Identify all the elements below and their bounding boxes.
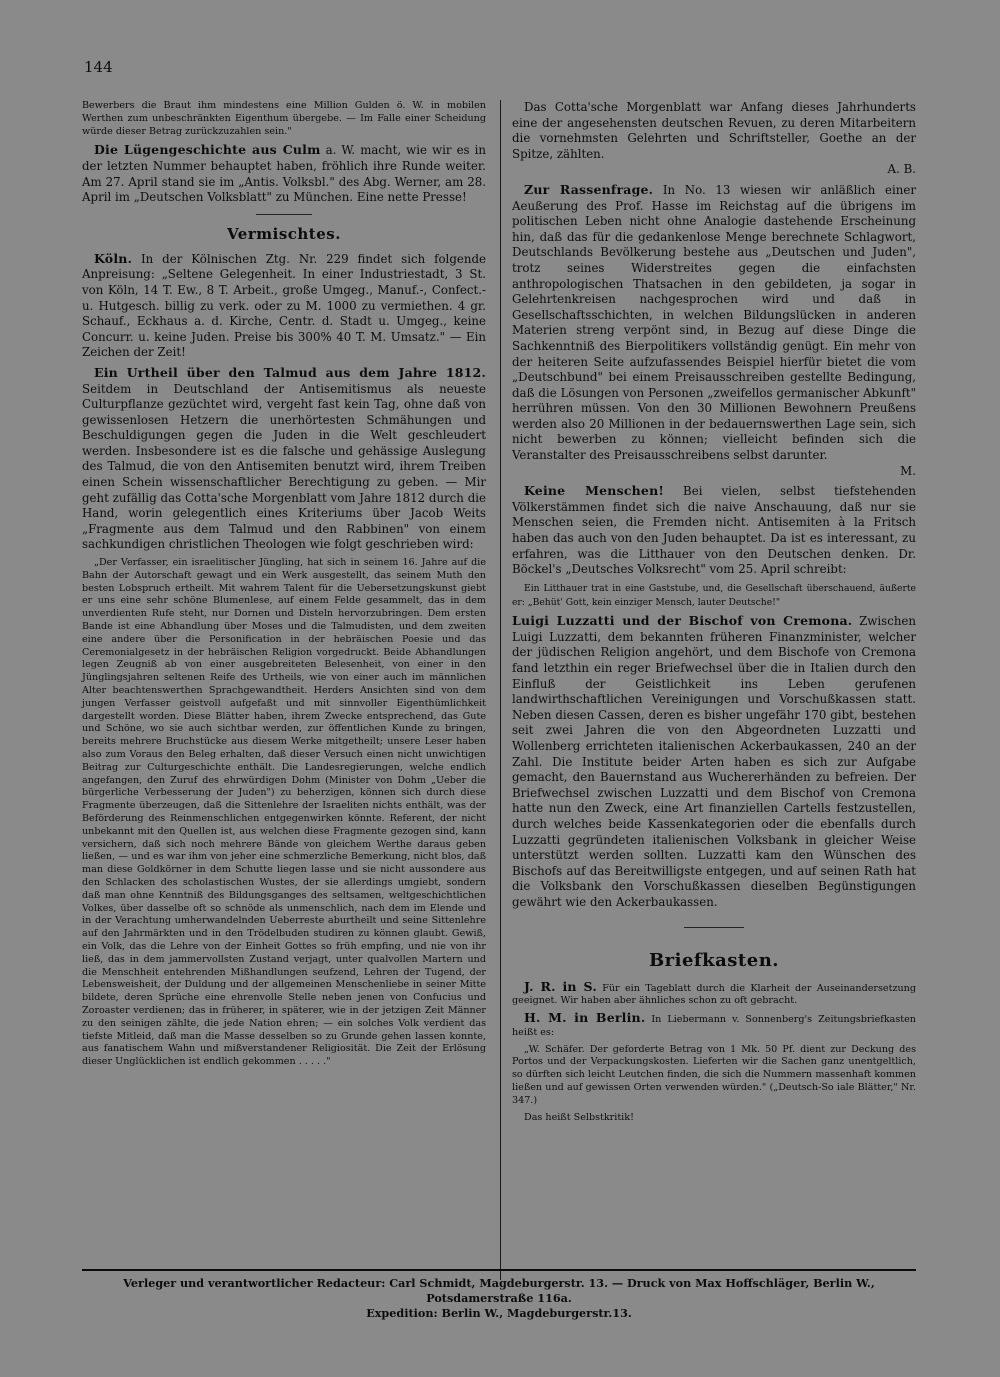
- divider: [684, 927, 744, 928]
- article-text: In No. 13 wiesen wir anläßlich einer Aeußerung des Prof. Hasse im Reichstag auf die übrigens im politischen Leben nicht ohne Analogie dastehende Erscheinung hin, daß das für die gedankenlose Menge berechnete Schlagwort, Deutschlands Bevölkerung bestehe aus „Deutschen und Juden", trotz seines Widerstreites gegen die einfachsten anthropologischen Thatsachen in den gebildeten, ja sogar in Gelehrtenkreisen nachgesprochen wird und daß in Gesellschaftsschichten, in welchen Bildungslücken in anderen Materien streng verpönt sind, in Bezug auf diese Dinge die Sachkenntniß des Bierpolitikers vollständig genügt. Ein mehr von der heiteren Seite aufzufassendes Beispiel hierfür bietet die vom „Deutschbund" bei einem Preisausschreiben gestellte Bedingung, daß die Lösungen von Personen „zweifellos germanischer Abkunft" herrühren müssen. Von den 30 Millionen Bewohnern Preußens werden also 20 Millionen in der bedauernswerthen Lage sein, sich nicht bewerben zu können; vielleicht befinden sich die Veranstalter des Preisausschreibens selbst darunter.: [512, 182, 916, 463]
- divider: [256, 214, 312, 215]
- letter-quote: „W. Schäfer. Der geforderte Betrag von 1 Mk. 50 Pf. dient zur Deckung des Portos und der Verpackungskosten. Lieferten wir die Sachen ganz unentgeltlich, so dürften sich leicht Leutchen finden, die sich die Nummern massenhaft kommen ließen und auf gewissen Orten verwenden würden." („Deutsch-So iale Blätter," Nr. 347.): [512, 1043, 916, 1106]
- letter-addressee: J. R. in S.: [524, 978, 597, 994]
- column-divider: [500, 100, 501, 1280]
- right-column: [512, 100, 916, 1128]
- article-text: Bei vielen, selbst tiefstehenden Völkerstämmen findet sich die naive Anschauung, daß nur sie Menschen seien, die Fremden nicht. Antisemiten à la Fritsch haben das auch von den Juden behauptet. Da ist es interessant, zu erfahren, was die Litthauer von den Deutschen denken. Dr. Böckel's „Deutsches Volksrecht" vom 25. April schreibt:: [512, 484, 917, 577]
- article-text: a. W. macht, wie wir es in der letzten Nummer behauptet haben, fröhlich ihre Runde weiter. Am 27. April stand sie im „Antis. Volksbl." des Abg. Werner, am 28. April im „Deutschen Volksblatt" zu München. Eine nette Presse!: [82, 143, 486, 205]
- imprint-line: Verleger und verantwortlicher Redacteur: Carl Schmidt, Magdeburgerstr. 13. — Druck von Max Hoffschläger, Berlin W., Potsdamerstraße 116a.: [123, 1276, 875, 1305]
- article-cotta: [512, 100, 916, 178]
- page-number: 144: [84, 58, 113, 76]
- article-lead: Zur Rassenfrage.: [524, 181, 654, 197]
- article-lead: Keine Menschen!: [524, 483, 665, 499]
- article-text: Zwischen Luigi Luzzatti, dem bekannten früheren Finanzminister, welcher der jüdischen Religion angehört, und dem Bischofe von Cremona fand letzthin ein reger Briefwechsel über die in Italien durch den Einfluß der Geistlichkeit ins Leben gerufenen landwirthschaftlichen Vereinigungen und Vorschußkassen statt. Neben diesen Cassen, deren es bisher ungefähr 170 gibt, bestehen seit zwei Jahren die von den Abgeordneten Luzzatti und Wollenberg errichteten italienischen Ackerbaukassen, 240 an der Zahl. Die Institute beider Arten haben es sich zur Aufgabe gemacht, den Bauernstand aus Wuchererhänden zu befreien. Der Briefwechsel zwischen Luzzatti und dem Bischof von Cremona hatte nun den Zweck, eine Art finanziellen Cartells festzustellen, durch welches beide Kassenkategorien oder die ebenfalls durch Luzzatti gegründeten italienischen Volksbank in gleicher Weise unterstützt werden sollten. Luzzatti kam den Wünschen des Bischofs auf das Bereitwilligste entgegen, und auf seinen Rath hat die Volksbank den Vorschußkassen dieselben Begünstigungen gewährt wie den Ackerbaukassen.: [512, 614, 917, 909]
- letter-entry: [512, 1012, 916, 1040]
- signature: M.: [900, 463, 916, 478]
- article-luegengeschichte: [82, 142, 486, 205]
- section-heading-briefkasten: Briefkasten.: [648, 949, 780, 971]
- article-keine-menschen: [512, 483, 916, 578]
- letter-closing: Das heißt Selbstkritik!: [524, 1111, 634, 1123]
- article-lead: Luigi Luzzatti und der Bischof von Cremona.: [512, 613, 853, 629]
- article-lead: Köln.: [94, 250, 133, 266]
- article-luzzatti: [512, 613, 916, 910]
- article-text: In der Kölnischen Ztg. Nr. 229 findet sich folgende Anpreisung: „Seltene Gelegenheit. In einer Industriestadt, 3 St. von Köln, 14 T. Ew., 8 T. Arbeit., große Umgeg., Manuf.-, Confect.- u. Hutgesch. billig zu verk. oder zu M. 1000 zu vermiethen. 4 gr. Schauf., Eckhaus a. d. Kirche, Centr. d. Stadt u. Umgeg., keine Concurr. u. keine Juden. Preise bis 300% 40 T. M. Umsatz." — Ein Zeichen der Zeit!: [82, 251, 486, 360]
- intro-paragraph: Bewerbers die Braut ihm mindestens eine Million Gulden ö. W. in mobilen Werthen zum unbeschränkten Eigenthum übergebe. — Im Falle einer Scheidung würde dieser Betrag zurückzuzahlen sein.": [82, 100, 486, 137]
- article-talmud: [82, 365, 486, 553]
- menschen-quote: Ein Litthauer trat in eine Gaststube, und, die Gesellschaft überschauend, äußerte er: „Behüt' Gott, kein einziger Mensch, lauter Deutsche!": [512, 582, 916, 608]
- article-koeln: [82, 251, 486, 361]
- article-text: Das Cotta'sche Morgenblatt war Anfang dieses Jahrhunderts eine der angesehensten deutschen Revuen, zu deren Mitarbeitern die vornehmsten Gelehrten und Schriftsteller, Goethe an der Spitze, zählten.: [512, 100, 916, 161]
- letter-entry: [512, 978, 916, 1009]
- talmud-quote: „Der Verfasser, ein israelitischer Jüngling, hat sich in seinem 16. Jahre auf die Bahn der Autorschaft gewagt und ein Werk ausgestellt, das seinem Muth den besten Lobspruch ertheilt. Mit wahrem Talent für die Uebersetzungskunst giebt er uns eine sehr schöne Blumenlese, auf einem Felde gesammelt, das in dem unverdienten Rufe steht, nur Dornen und Disteln hervorzubringen. Dem ersten Bande ist eine Abhandlung über Moses und die Talmudisten, und dem zweiten eine andere über die Personification in der hebräischen Poesie und das Ceremonialgesetz in der hebräischen Religion vorgedruckt. Beide Abhandlungen legen Zeugniß ab von einer ausgebreiteten Belesenheit, von einer in den Jünglingsjahren seltenen Reife des Urtheils, wie von einer auch im männlichen Alter beachtenswerthen Sprachgewandtheit. Herders Ansichten sind von dem jungen Verfasser geistvoll aufgefaßt und mit sinnvoller Eigenthümlichkeit dargestellt worden. Diese Blätter haben, ihrem Zwecke entsprechend, das Gute und Schöne, wo sie auch sichtbar werden, zur öffentlichen Kunde zu bringen, bereits mehrere Bruchstücke aus diesem Werke mitgetheilt; unsere Leser haben also zum Voraus den Beleg erhalten, daß dieser Versuch einen nicht unwichtigen Beitrag zur Culturgeschichte enthält. Die Landesregierungen, welche endlich angefangen, den Zuruf des ehrwürdigen Dohm (Minister von Dohm „Ueber die bürgerliche Verbesserung der Juden") zu beherzigen, können sich durch diese Fragmente überzeugen, daß die Sittenlehre der Israeliten nichts enthält, was der Beförderung des Reinmenschlichen entgegenwirken könnte. Referent, der nicht unbekannt mit den Quellen ist, aus welchen diese Fragmente gezogen sind, kann versichern, daß sich noch mehrere Bände von gleichem Werthe daraus geben ließen, — und es war ihm von jeher eine schmerzliche Bemerkung, nicht blos, daß man diese Goldkörner in dem Schutte liegen lasse und sie nicht aussondere aus den Schlacken des scholastischen Wustes, der sie allerdings umgiebt, sondern daß man ohne Kenntniß des Bildungsganges des seltsamen, weltgeschichtlichen Volkes, über dasselbe oft so schnöde als unmenschlich, nach dem im Elende und in der Verachtung umherwandelnden Ueberreste aburtheilt und seine Sittenlehre auf den Jahrmärkten und in den Trödelbuden studiren zu können glaubt. Gewiß, ein Volk, das die Lehre von der Einheit Gottes so früh empfing, und nie von ihr ließ, das in dem jammervollsten Zustand verjagt, unter qualvollen Martern und die Menschheit entehrenden Mißhandlungen seufzend, Lehren der Tugend, der Lebensweisheit, der Duldung und der allgemeinen Menschenliebe in seiner Mitte bildete, deren Sprüche eine ehrenvolle Stelle neben jenen von Confucius und Zoroaster verdienen; das in früherer, in späterer, wie in der jetzigen Zeit Männer zu den seinigen zählte, die jede Nation ehren; — ein solches Volk verdient das tiefste Mitleid, daß man die Masse desselben so zu Grunde gehen lassen konnte, aus fanatischem Wahn und mißverstandener Religiosität. Die Zeit der Erlösung dieser Unglücklichen ist endlich gekommen . . . . .": [82, 557, 486, 1068]
- article-lead: Ein Urtheil über den Talmud aus dem Jahre 1812.: [94, 364, 486, 380]
- article-lead: Die Lügengeschichte aus Culm: [94, 142, 321, 158]
- footer-divider: [82, 1269, 916, 1271]
- imprint: [82, 1276, 916, 1321]
- imprint-line: Expedition: Berlin W., Magdeburgerstr.13.: [366, 1306, 632, 1320]
- letter-text: In Liebermann v. Sonnenberg's Zeitungsbriefkasten heißt es:: [512, 1014, 916, 1038]
- article-rassenfrage: [512, 182, 916, 479]
- left-column: [82, 100, 486, 1073]
- letter-text: Für ein Tageblatt durch die Klarheit der Auseinandersetzung geeignet. Wir haben aber ähnliches schon zu oft gebracht.: [512, 982, 916, 1007]
- letter-addressee: H. M. in Berlin.: [524, 1010, 646, 1026]
- section-heading-vermischtes: Vermischtes.: [227, 224, 341, 243]
- signature: A. B.: [887, 162, 916, 177]
- article-text: Seitdem in Deutschland der Antisemitismus als neueste Culturpflanze gezüchtet wird, vergeht fast kein Tag, ohne daß von gewissenlosen Hetzern die unerhörtesten Schmähungen und Beschuldigungen gegen die Juden in die Welt geschleudert werden. Insbesondere ist es die falsche und gehässige Auslegung des Talmud, die von den Antisemiten benutzt wird, ihrem Treiben einen Schein wissenschaftlicher Berechtigung zu geben. — Mir geht zufällig das Cotta'sche Morgenblatt vom Jahre 1812 durch die Hand, worin gelegentlich eines Kriteriums über Jacob Weits „Fragmente aus dem Talmud und den Rabbinen" von einem sachkundigen christlichen Theologen wie folgt geschrieben wird:: [82, 381, 486, 552]
